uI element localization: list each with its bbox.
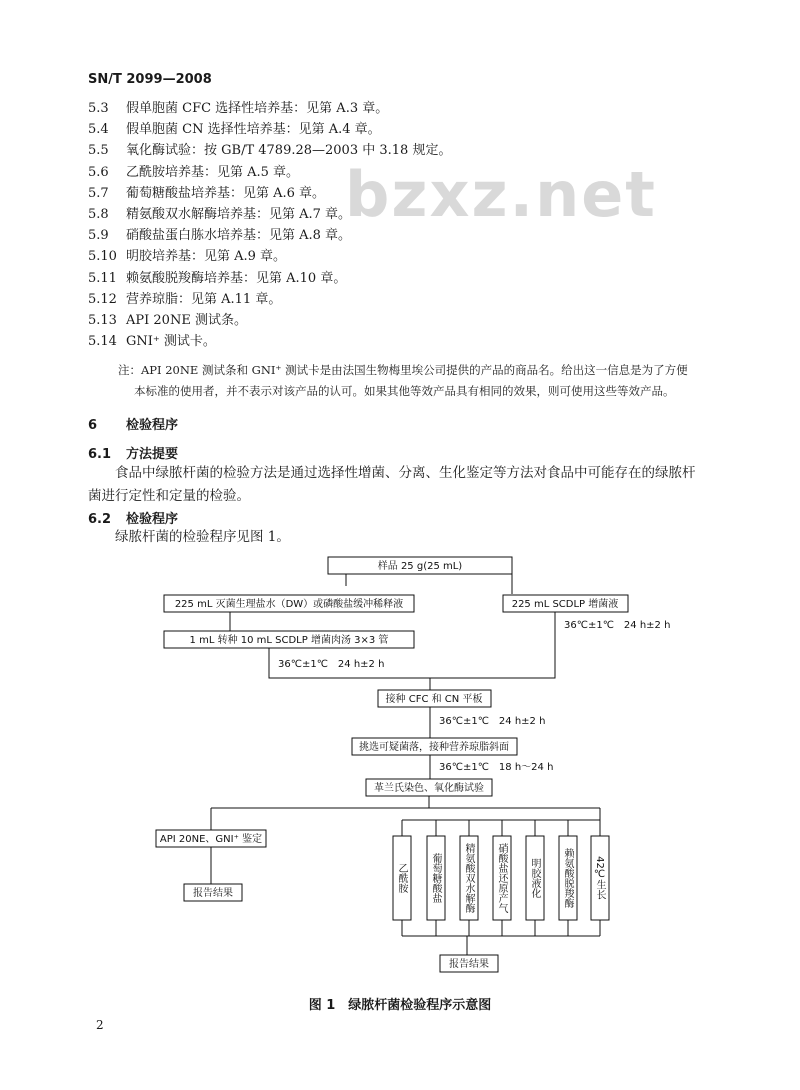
report-bottom-label: 报告结果 xyxy=(449,959,489,970)
sample-label: 样品 25 g(25 mL) xyxy=(377,561,463,572)
item-text: 明胶培养基：见第 A.9 章。 xyxy=(126,249,287,265)
section-title: 方法提要 xyxy=(126,447,179,462)
cond-left-label: 36℃±1℃ 24 h±2 h xyxy=(278,659,385,670)
section-title: 检验程序 xyxy=(126,512,179,527)
test-label: 明胶液化 xyxy=(529,858,540,898)
section-6-2-text: 绿脓杆菌的检验程序见图 1。 xyxy=(115,529,290,545)
plate-label: 接种 CFC 和 CN 平板 xyxy=(385,694,483,705)
item-number: 5.6 xyxy=(88,164,109,180)
item-number: 5.4 xyxy=(88,122,109,138)
transfer-label: 1 mL 转种 10 mL SCDLP 增菌肉汤 3×3 管 xyxy=(189,635,389,646)
api-label: API 20NE、GNI⁺ 鉴定 xyxy=(159,834,263,845)
item-text: 营养琼脂：见第 A.11 章。 xyxy=(126,291,282,307)
pick-label: 挑选可疑菌落，接种营养琼脂斜面 xyxy=(359,742,509,753)
gram-label: 革兰氏染色、氧化酶试验 xyxy=(374,783,484,794)
note-line-1: 注：API 20NE 测试条和 GNI⁺ 测试卡是由法国生物梅里埃公司提供的产品的商品名。给出这一信息是为了方便 xyxy=(118,363,688,377)
note-line-2: 本标准的使用者，并不表示对该产品的认可。如果其他等效产品具有相同的效果，则可使用这些等效产品。 xyxy=(134,384,675,398)
item-text: 葡萄糖酸盐培养基：见第 A.6 章。 xyxy=(126,185,326,201)
test-label: 硝酸盐还原产气 xyxy=(496,843,507,913)
item-number: 5.13 xyxy=(88,313,117,328)
test-label: 赖氨酸脱羧酶 xyxy=(562,848,573,908)
watermark: bzxz.net xyxy=(345,158,657,231)
item-number: 5.8 xyxy=(88,207,109,222)
item-text: GNI⁺ 测试卡。 xyxy=(126,334,216,350)
section-6-1-text: 食品中绿脓杆菌的检验方法是通过选择性增菌、分离、生化鉴定等方法对食品中可能存在的绿脓杆菌进行定性和定量的检验。 xyxy=(88,465,696,504)
section-number: 6.1 xyxy=(88,447,112,462)
page-number: 2 xyxy=(96,1018,104,1032)
report-left-label: 报告结果 xyxy=(193,888,233,899)
item-number: 5.9 xyxy=(88,228,109,244)
test-label: 42℃生长 xyxy=(594,856,605,900)
item-text: API 20NE 测试条。 xyxy=(126,313,247,328)
test-label: 乙酰胺 xyxy=(396,863,407,893)
cond-plate-label: 36℃±1℃ 24 h±2 h xyxy=(439,716,546,727)
item-number: 5.7 xyxy=(88,185,109,201)
section-number: 6 xyxy=(88,418,98,433)
item-text: 假单胞菌 CFC 选择性培养基：见第 A.3 章。 xyxy=(126,101,389,116)
cond-pick-label: 36℃±1℃ 18 h～24 h xyxy=(439,762,554,773)
figure-caption: 图 1 绿脓杆菌检验程序示意图 xyxy=(308,998,492,1013)
item-number: 5.10 xyxy=(88,249,117,265)
item-text: 硝酸盐蛋白胨水培养基：见第 A.8 章。 xyxy=(126,228,352,244)
standard-code: SN/T 2099—2008 xyxy=(88,72,212,87)
section-number: 6.2 xyxy=(88,512,112,527)
test-label: 精氨酸双水解酶 xyxy=(463,843,474,913)
item-number: 5.5 xyxy=(88,143,109,159)
item-number: 5.11 xyxy=(88,270,117,286)
item-text: 赖氨酸脱羧酶培养基：见第 A.10 章。 xyxy=(126,270,347,286)
cond-right-label: 36℃±1℃ 24 h±2 h xyxy=(564,620,671,631)
item-text: 假单胞菌 CN 选择性培养基：见第 A.4 章。 xyxy=(126,122,381,138)
enrich-label: 225 mL SCDLP 增菌液 xyxy=(511,599,619,610)
item-number: 5.3 xyxy=(88,101,109,116)
item-text: 精氨酸双水解酶培养基：见第 A.7 章。 xyxy=(126,207,352,222)
connector xyxy=(430,612,555,678)
item-number: 5.14 xyxy=(88,334,117,350)
item-text: 乙酰胺培养基：见第 A.5 章。 xyxy=(126,164,300,180)
section-title: 检验程序 xyxy=(126,418,179,433)
test-label: 葡萄糖酸盐 xyxy=(430,853,441,903)
dilution-label: 225 mL 灭菌生理盐水（DW）或磷酸盐缓冲稀释液 xyxy=(174,599,404,610)
item-text: 氧化酶试验：按 GB/T 4789.28—2003 中 3.18 规定。 xyxy=(126,143,452,159)
item-number: 5.12 xyxy=(88,291,117,307)
